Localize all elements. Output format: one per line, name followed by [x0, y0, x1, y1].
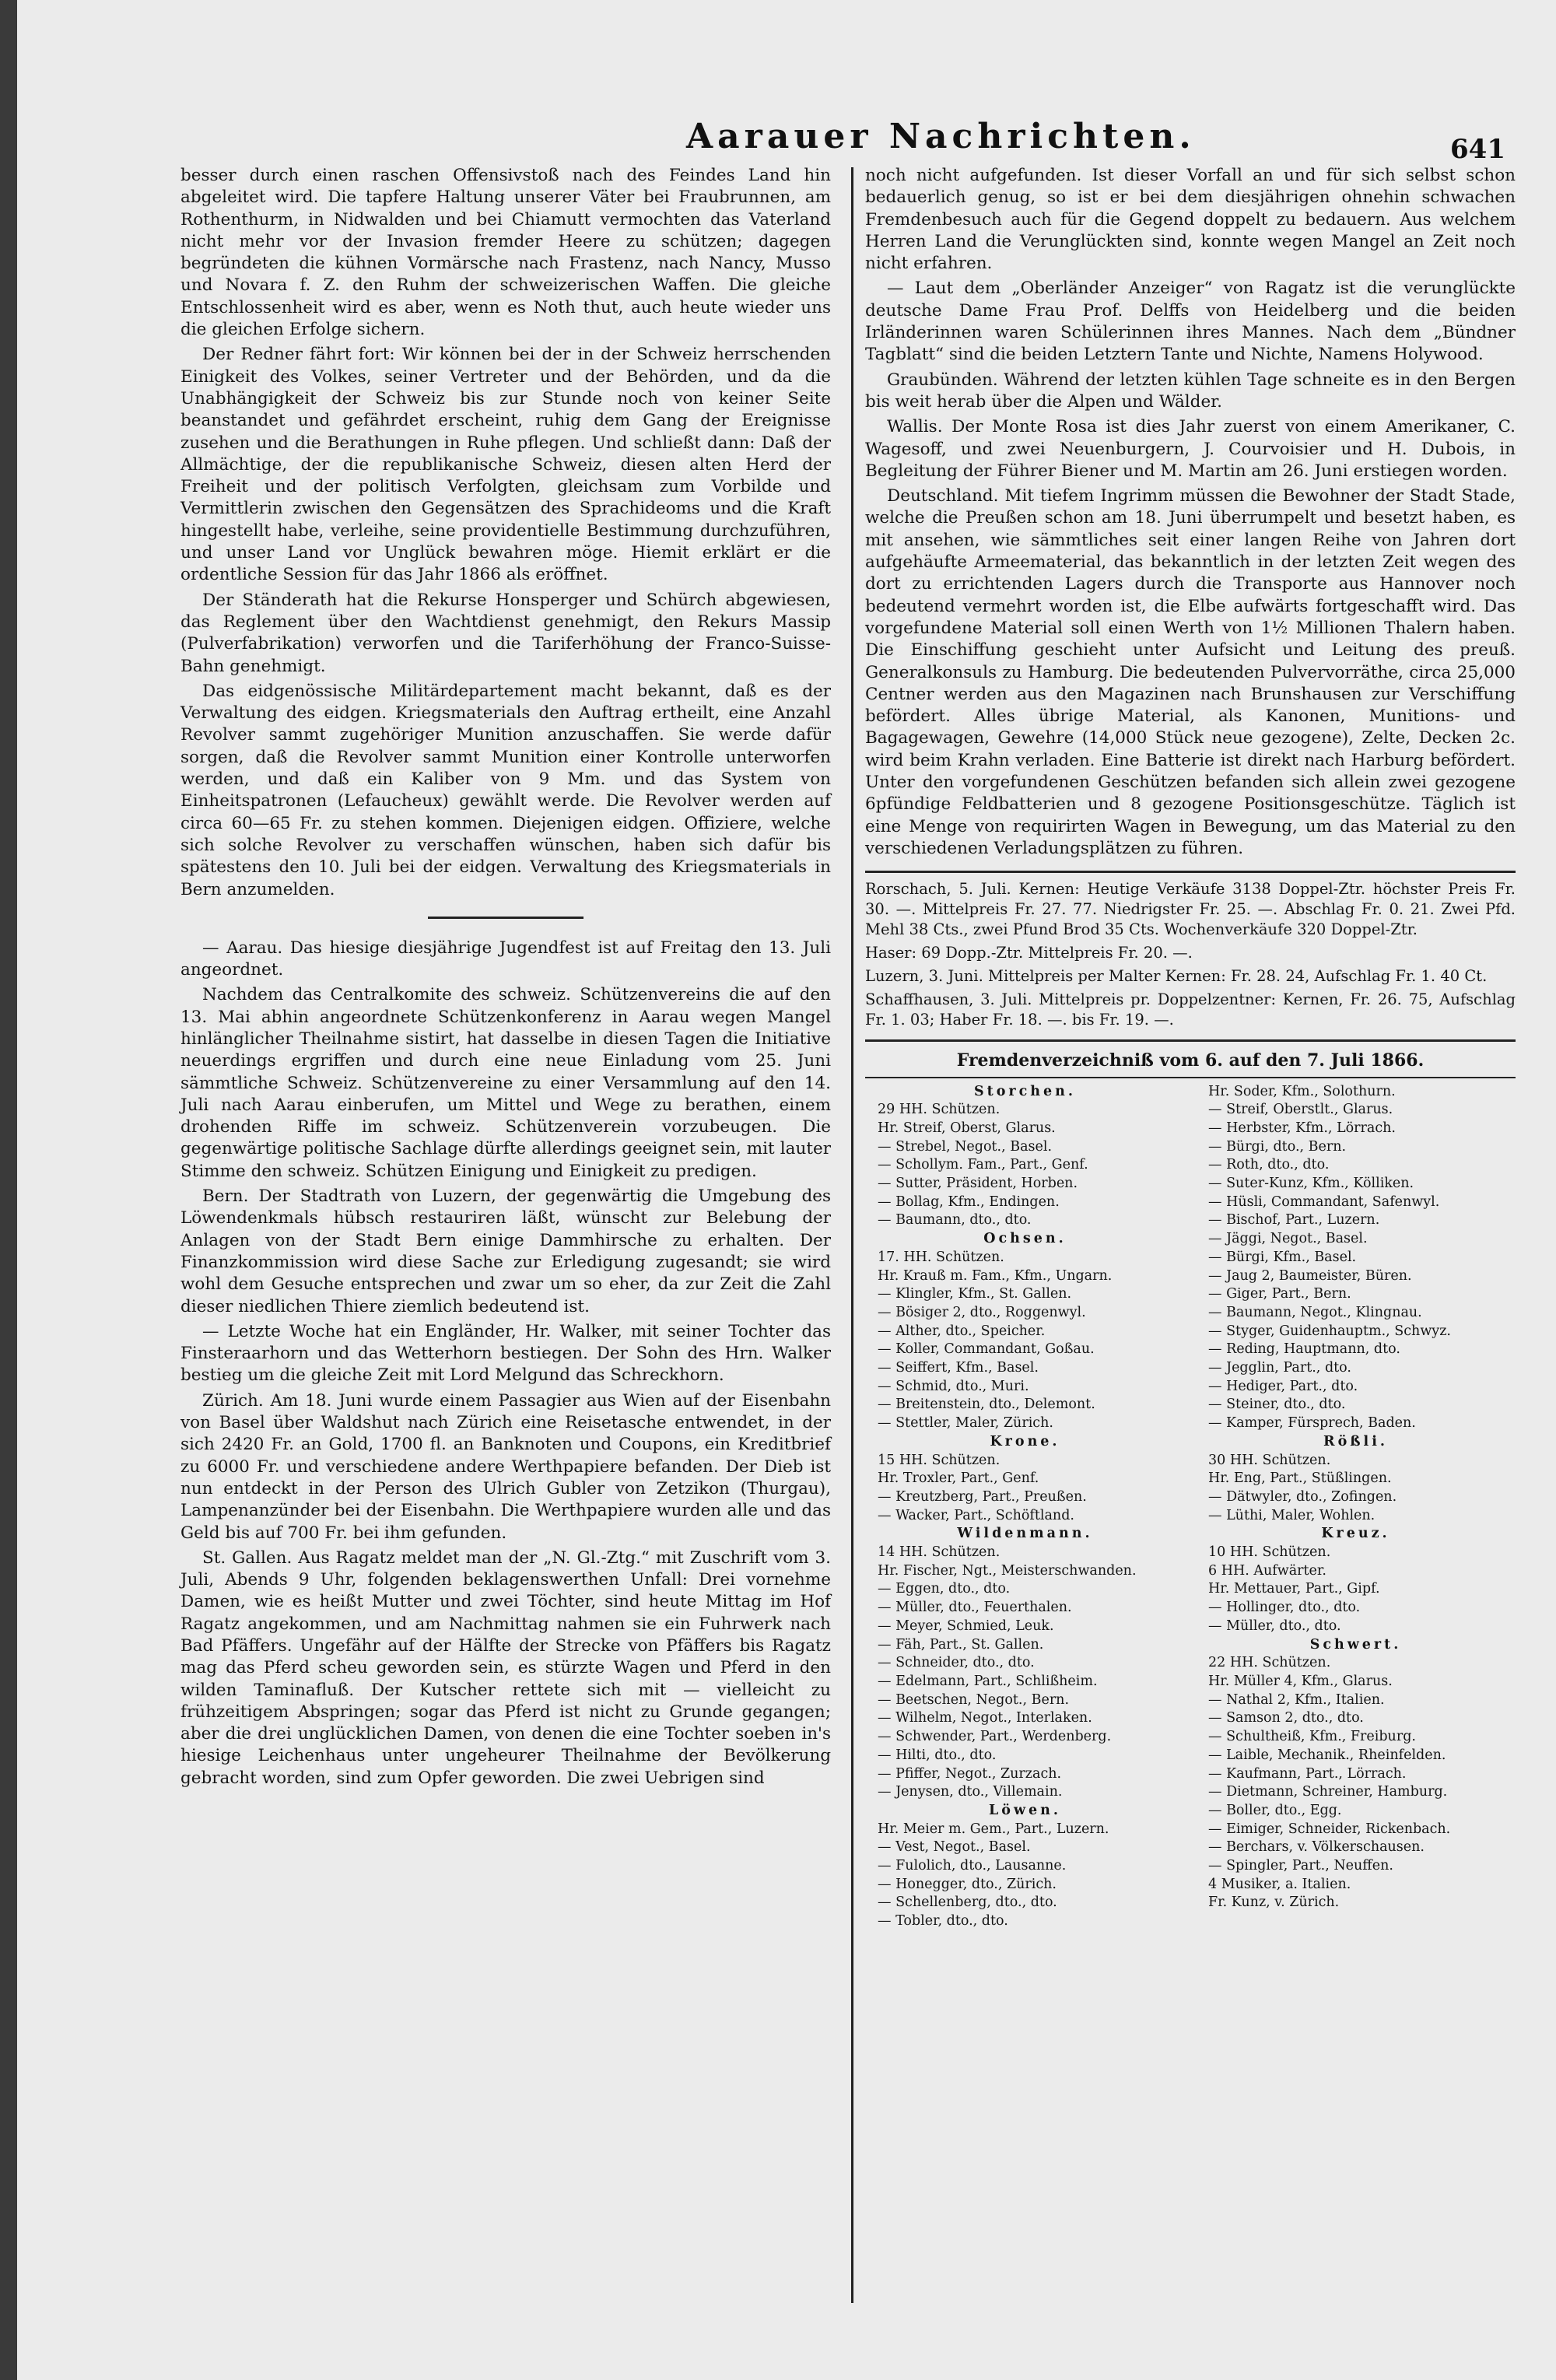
- guest-entry: — Müller, dto., dto.: [1208, 1618, 1341, 1634]
- guest-list-title: Fremdenverzeichniß vom 6. auf den 7. Juli 1866.: [865, 1050, 1516, 1078]
- section-divider: [428, 917, 584, 919]
- guest-entry: 10 HH. Schützen.: [1208, 1544, 1331, 1561]
- guest-entry: Fr. Kunz, v. Zürich.: [1208, 1895, 1340, 1911]
- market-entry: Rorschach, 5. Juli. Kernen: Heutige Verkäufe 3138 Doppel-Ztr. höchster Preis Fr. 30. —. Mittelpreis Fr. 27. 77. Niedrigster Fr. 25. —. Abschlag Fr. 0. 21. Zwei Pfd. Mehl 38 Cts., zwei Pfund Brod 35 Cts. Wochenverkäufe 320 Doppel-Ztr.: [865, 880, 1516, 939]
- guest-entry: 6 HH. Aufwärter.: [1208, 1562, 1326, 1579]
- guest-entry: 29 HH. Schützen.: [878, 1102, 1001, 1118]
- guest-entry: — Hediger, Part., dto.: [1208, 1378, 1358, 1394]
- guest-entry: — Schwender, Part., Werdenberg.: [878, 1729, 1112, 1745]
- page-number: 641: [1450, 134, 1505, 165]
- guest-entry: — Herbster, Kfm., Lörrach.: [1208, 1120, 1396, 1136]
- guest-entry: — Fäh, Part., St. Gallen.: [878, 1636, 1044, 1653]
- guest-entry: — Beetschen, Negot., Bern.: [878, 1691, 1070, 1708]
- hotel-heading: Rößli.: [1323, 1433, 1388, 1449]
- guest-entry: — Boller, dto., Egg.: [1208, 1802, 1342, 1818]
- article-paragraph: St. Gallen. Aus Ragatz meldet man der „N. Gl.-Ztg.“ mit Zuschrift vom 3. Juli, Abends 9 Uhr, folgenden beklagenswerthen Unfall: Drei vornehme Damen, wie es heißt Mutter und zwei Töchter, sind heute Mittag im Hof Ragatz angekommen, und am Nachmittag nahmen sie ein Fuhrwerk nach Bad Pfäffers. Ungefähr auf der Hälfte der Strecke von Pfäffers bis Ragatz mag das Pferd scheu geworden sein, es stürzte Wagen und Pferd in den wilden Taminafluß. Der Kutscher rettete sich mit — vielleicht zu frühzeitigem Abspringen; sogar das Pferd ist nicht zu Grunde gegangen; aber die drei unglücklichen Damen, von denen die eine Tochter soeben in's hiesige Leichenhaus unter ungeheurer Theilnahme der Bevölkerung gebracht worden, sind zum Opfer geworden. Die zwei Uebrigen sind: [180, 1548, 831, 1788]
- guest-entry: — Wacker, Part., Schöftland.: [878, 1507, 1074, 1523]
- guest-list-left: [865, 1083, 1185, 1931]
- binding-gutter: [0, 0, 17, 2380]
- guest-entry: Hr. Müller 4, Kfm., Glarus.: [1208, 1674, 1393, 1689]
- guest-entry: — Eggen, dto., dto.: [878, 1581, 1011, 1597]
- market-entry: Schaffhausen, 3. Juli. Mittelpreis pr. Doppelzentner: Kernen, Fr. 26. 75, Aufschlag Fr. 1. 03; Haber Fr. 18. —. bis Fr. 19. —.: [865, 990, 1516, 1029]
- newspaper-page: [17, 0, 1556, 2380]
- guest-entry: — Eimiger, Schneider, Rickenbach.: [1208, 1821, 1451, 1837]
- article-paragraph: Der Ständerath hat die Rekurse Honsperger und Schürch abgewiesen, das Reglement über den Wachtdienst genehmigt, den Rekurs Massip (Pulverfabrikation) verworfen und die Tariferhöhung der Franco-Suisse-Bahn genehmigt.: [180, 590, 831, 676]
- guest-entry: — Strebel, Negot., Basel.: [878, 1138, 1053, 1155]
- guest-entry: — Jaug 2, Baumeister, Büren.: [1208, 1267, 1412, 1284]
- article-paragraph: noch nicht aufgefunden. Ist dieser Vorfall an und für sich selbst schon bedauerlich genug, so ist er bei dem diesjährigen ohnehin schwachen Fremdenbesuch auch für die Gegend doppelt zu bedauern. Aus welchem Herren Land die Verunglückten sind, konnte wegen Mangel an Zeit noch nicht erfahren.: [865, 166, 1516, 274]
- guest-entry: Hr. Meier m. Gem., Part., Luzern.: [878, 1821, 1109, 1837]
- article-paragraph: besser durch einen raschen Offensivstoß nach des Feindes Land hin abgeleitet wird. Die tapfere Haltung unserer Väter bei Fraubrunnen, am Rothenthurm, in Nidwalden und bei Chiamutt vermochten das Vaterland nicht mehr vor der Invasion fremder Heere zu schützen; dagegen begründeten die kühnen Vormärsche nach Frastenz, nach Nancy, Musso und Novara f. Z. den Ruhm der schweizerischen Waffen. Die gleiche Entschlossenheit wird es aber, wenn es Noth thut, auch heute wieder uns die gleichen Erfolge sichern.: [180, 166, 831, 340]
- article-paragraph: Nachdem das Centralkomite des schweiz. Schützenvereins die auf den 13. Mai abhin angeordnete Schützenkonferenz in Aarau wegen Mangel hinlänglicher Theilnahme sistirt, hat dasselbe in diesen Tagen die Initiative neuerdings ergriffen und durch eine neue Einladung vom 25. Juni sämmtliche Schweiz. Schützenvereine zu einer Versammlung auf den 14. Juli nach Aarau einberufen, um Mittel und Wege zu berathen, einem drohenden Riffe im schweiz. Schützenverein vorzubeugen. Die gegenwärtige politische Sachlage dürfte allerdings geeignet sein, mit lauter Stimme den schweiz. Schützen Einigung und Einigkeit zu predigen.: [180, 985, 831, 1181]
- guest-entry: — Baumann, Negot., Klingnau.: [1208, 1304, 1422, 1320]
- guest-entry: — Laible, Mechanik., Rheinfelden.: [1208, 1747, 1446, 1763]
- guest-entry: — Schneider, dto., dto.: [878, 1655, 1035, 1671]
- guest-entry: 30 HH. Schützen.: [1208, 1452, 1331, 1468]
- guest-entry: — Vest, Negot., Basel.: [878, 1839, 1031, 1856]
- guest-entry: — Klingler, Kfm., St. Gallen.: [878, 1286, 1072, 1302]
- hotel-heading: Löwen.: [989, 1802, 1061, 1818]
- article-paragraph: — Letzte Woche hat ein Engländer, Hr. Walker, mit seiner Tochter das Finsteraarhorn und das Wetterhorn bestiegen. Der Sohn des Hrn. Walker bestieg um die gleiche Zeit mit Lord Melgund das Schreckhorn.: [180, 1321, 831, 1386]
- guest-entry: — Jäggi, Negot., Basel.: [1208, 1231, 1368, 1247]
- guest-entry: — Styger, Guidenhauptm., Schwyz.: [1208, 1323, 1451, 1339]
- market-entry: Haser: 69 Dopp.-Ztr. Mittelpreis Fr. 20. —.: [865, 944, 1193, 962]
- guest-entry: — Honegger, dto., Zürich.: [878, 1876, 1057, 1892]
- guest-entry: — Koller, Commandant, Goßau.: [878, 1341, 1095, 1358]
- guest-entry: — Spingler, Part., Neuffen.: [1208, 1858, 1393, 1874]
- guest-entry: — Streif, Oberstlt., Glarus.: [1208, 1102, 1393, 1118]
- guest-entry: Hr. Mettauer, Part., Gipf.: [1208, 1581, 1380, 1597]
- masthead-title: Aarauer Nachrichten.: [686, 117, 1196, 156]
- guest-entry: — Stettler, Maler, Zürich.: [878, 1415, 1053, 1432]
- guest-entry: — Edelmann, Part., Schlißheim.: [878, 1674, 1098, 1689]
- guest-entry: — Dätwyler, dto., Zofingen.: [1208, 1488, 1397, 1505]
- guest-entry: — Seiffert, Kfm., Basel.: [878, 1360, 1039, 1376]
- article-paragraph: Graubünden. Während der letzten kühlen Tage schneite es in den Bergen bis weit herab über die Alpen und Wälder.: [865, 370, 1516, 412]
- guest-entry: 4 Musiker, a. Italien.: [1208, 1876, 1351, 1892]
- hotel-heading: Schwert.: [1309, 1636, 1402, 1653]
- guest-entry: Hr. Troxler, Part., Genf.: [878, 1470, 1039, 1487]
- guest-entry: — Giger, Part., Bern.: [1208, 1286, 1351, 1302]
- guest-entry: — Lüthi, Maler, Wohlen.: [1208, 1507, 1376, 1523]
- guest-entry: Hr. Eng, Part., Stüßlingen.: [1208, 1470, 1392, 1487]
- guest-entry: — Pfiffer, Negot., Zurzach.: [878, 1765, 1062, 1782]
- guest-entry: — Bollag, Kfm., Endingen.: [878, 1194, 1060, 1210]
- market-entry: Luzern, 3. Juni. Mittelpreis per Malter Kernen: Fr. 28. 24, Aufschlag Fr. 1. 40 Ct.: [865, 967, 1488, 986]
- guest-entry: — Hollinger, dto., dto.: [1208, 1600, 1361, 1616]
- hotel-heading: Ochsen.: [983, 1231, 1067, 1247]
- guest-entry: — Samson 2, dto., dto.: [1208, 1710, 1364, 1726]
- guest-entry: — Jegglin, Part., dto.: [1208, 1360, 1351, 1376]
- hotel-heading: Storchen.: [974, 1083, 1076, 1099]
- guest-entry: — Schultheiß, Kfm., Freiburg.: [1208, 1729, 1416, 1745]
- article-paragraph: Wallis. Der Monte Rosa ist dies Jahr zuerst von einem Amerikaner, C. Wagesoff, und zwei Neuenburgern, J. Courvoisier und H. Dubois, in Begleitung der Führer Biener und M. Martin am 26. Juni erstiegen worden.: [865, 417, 1516, 481]
- left-column: [180, 165, 831, 1793]
- hotel-heading: Wildenmann.: [957, 1526, 1093, 1542]
- guest-entry: — Meyer, Schmied, Leuk.: [878, 1618, 1054, 1634]
- article-paragraph: Bern. Der Stadtrath von Luzern, der gegenwärtig die Umgebung des Löwendenkmals hübsch restauriren läßt, wünscht zur Belebung der Anlagen von der Stadt Bern einige Dammhirsche zu erhalten. Der Finanzkommission wird diese Sache zur Erledigung zugesandt; sie wird wohl dem Gesuche entsprechen und zwar um so eher, da zur Zeit die Zahl dieser niedlichen Thiere ziemlich bedeutend ist.: [180, 1186, 831, 1316]
- guest-entry: — Suter-Kunz, Kfm., Kölliken.: [1208, 1176, 1414, 1192]
- guest-list-right: [1196, 1083, 1516, 1931]
- right-column: [865, 165, 1516, 1931]
- guest-entry: — Nathal 2, Kfm., Italien.: [1208, 1691, 1385, 1708]
- guest-entry: — Bürgi, Kfm., Basel.: [1208, 1249, 1357, 1265]
- guest-entry: — Schmid, dto., Muri.: [878, 1378, 1029, 1394]
- guest-entry: — Baumann, dto., dto.: [878, 1212, 1032, 1229]
- guest-entry: — Berchars, v. Völkerschausen.: [1208, 1839, 1425, 1856]
- guest-entry: — Bürgi, dto., Bern.: [1208, 1138, 1347, 1155]
- guest-entry: Hr. Krauß m. Fam., Kfm., Ungarn.: [878, 1267, 1113, 1284]
- guest-list: [865, 1083, 1516, 1931]
- article-paragraph: Deutschland. Mit tiefem Ingrimm müssen die Bewohner der Stadt Stade, welche die Preußen schon am 18. Juni überrumpelt und besetzt haben, es mit ansehen, wie sämmtliches seit einer langen Reihe von Jahren dort aufgehäufte Armeematerial, das bekanntlich in der letzten Zeit wegen des dort zu errichtenden Lagers durch die Transporte aus Hannover noch bedeutend vermehrt worden ist, die Elbe aufwärts fortgeschafft wird. Das vorgefundene Material soll einen Werth von 1½ Millionen Thalern haben. Die Einschiffung geschieht unter Aufsicht und Leitung des preuß. Generalkonsuls zu Hamburg. Die bedeutenden Pulvervorräthe, circa 25,000 Centner werden aus den Magazinen nach Brunshausen zur Verschiffung befördert. Alles übrige Material, als Kanonen, Munitions- und Bagagewagen, Gewehre (14,000 Stück neue gezogene), Zelte, Decken 2c. wird beim Krahn verladen. Eine Batterie ist direkt nach Harburg befördert. Unter den vorgefundenen Geschützen befanden sich allein zwei gezogene 6pfündige Feldbatterien und 8 gezogene Positionsgeschütze. Täglich ist eine Menge von requirirten Wagen in Bewegung, um das Material zu den verschiedenen Verladungsplätzen zu führen.: [865, 486, 1516, 858]
- guest-entry: — Wilhelm, Negot., Interlaken.: [878, 1710, 1092, 1726]
- guest-entry: Hr. Soder, Kfm., Solothurn.: [1208, 1083, 1396, 1099]
- guest-entry: — Sutter, Präsident, Horben.: [878, 1176, 1078, 1192]
- guest-entry: — Tobler, dto., dto.: [878, 1913, 1008, 1930]
- guest-entry: — Kamper, Fürsprech, Baden.: [1208, 1415, 1416, 1432]
- market-report: [865, 871, 1516, 1042]
- hotel-heading: Kreuz.: [1321, 1526, 1390, 1542]
- guest-entry: — Alther, dto., Speicher.: [878, 1323, 1046, 1339]
- guest-entry: — Müller, dto., Feuerthalen.: [878, 1600, 1072, 1616]
- guest-entry: — Schollym. Fam., Part., Genf.: [878, 1157, 1088, 1173]
- guest-entry: 14 HH. Schützen.: [878, 1544, 1001, 1561]
- article-paragraph: Das eidgenössische Militärdepartement macht bekannt, daß es der Verwaltung des eidgen. Kriegsmaterials den Auftrag ertheilt, eine Anzahl Revolver sammt zugehöriger Munition anzuschaffen. Sie werde dafür sorgen, daß die Revolver sammt Munition einer Kontrolle unterworfen werden, und daß ein Kaliber von 9 Mm. und das System von Einheitspatronen (Lefaucheux) gewählt werde. Die Revolver werden auf circa 60—65 Fr. zu stehen kommen. Diejenigen eidgen. Offiziere, welche sich solche Revolver zu verschaffen wünschen, haben sich dafür bis spätestens den 10. Juli bei der eidgen. Verwaltung des Kriegsmaterials in Bern anzumelden.: [180, 681, 831, 899]
- guest-entry: — Bischof, Part., Luzern.: [1208, 1212, 1380, 1229]
- guest-entry: Hr. Fischer, Ngt., Meisterschwanden.: [878, 1562, 1137, 1579]
- guest-entry: — Kreutzberg, Part., Preußen.: [878, 1488, 1087, 1505]
- guest-entry: — Hüsli, Commandant, Safenwyl.: [1208, 1194, 1440, 1210]
- guest-entry: Hr. Streif, Oberst, Glarus.: [878, 1120, 1056, 1136]
- article-paragraph: — Aarau. Das hiesige diesjährige Jugendfest ist auf Freitag den 13. Juli angeordnet.: [180, 938, 831, 980]
- guest-entry: 17. HH. Schützen.: [878, 1249, 1004, 1265]
- guest-entry: — Hilti, dto., dto.: [878, 1747, 997, 1763]
- column-divider: [851, 167, 853, 2303]
- guest-entry: — Roth, dto., dto.: [1208, 1157, 1330, 1173]
- article-paragraph: Der Redner fährt fort: Wir können bei der in der Schweiz herrschenden Einigkeit des Volkes, seiner Vertreter und der Behörden, und da die Unabhängigkeit der Schweiz bis zur Stunde noch von keiner Seite beanstandet und gefährdet erscheint, ruhig dem Gang der Ereignisse zusehen und die Berathungen in Ruhe pflegen. Und schließt dann: Daß der Allmächtige, der die republikanische Schweiz, diesen alten Herd der Freiheit und der politisch Verfolgten, gleichsam zum Vorbilde und Vermittlerin zwischen den Gegensätzen des Sprachideoms und die Kraft hingestellt habe, verleihe, seine providentielle Bestimmung durchzuführen, und unser Land vor Unglück bewahren möge. Hiemit erklärt er die ordentliche Session für das Jahr 1866 als eröffnet.: [180, 345, 831, 585]
- article-paragraph: — Laut dem „Oberländer Anzeiger“ von Ragatz ist die verunglückte deutsche Dame Frau Prof. Delffs von Heidelberg und die beiden Irländerinnen waren Schülerinnen ihres Mannes. Nach dem „Bündner Tagblatt“ sind die beiden Letztern Tante und Nichte, Namens Holywood.: [865, 279, 1516, 365]
- guest-entry: — Schellenberg, dto., dto.: [878, 1895, 1057, 1911]
- guest-entry: — Dietmann, Schreiner, Hamburg.: [1208, 1784, 1448, 1800]
- guest-entry: — Breitenstein, dto., Delemont.: [878, 1397, 1095, 1413]
- guest-entry: — Reding, Hauptmann, dto.: [1208, 1341, 1400, 1358]
- guest-entry: — Jenysen, dto., Villemain.: [878, 1784, 1063, 1800]
- guest-entry: — Bösiger 2, dto., Roggenwyl.: [878, 1304, 1086, 1320]
- guest-entry: — Steiner, dto., dto.: [1208, 1397, 1346, 1413]
- article-paragraph: Zürich. Am 18. Juni wurde einem Passagier aus Wien auf der Eisenbahn von Basel über Waldshut nach Zürich eine Reisetasche entwendet, in der sich 2420 Fr. an Gold, 1700 fl. an Banknoten und Coupons, ein Kreditbrief zu 6000 Fr. und verschiedene andere Werthpapiere befanden. Der Dieb ist nun entdeckt in der Person des Ulrich Gubler von Zetzikon (Thurgau), Lampenanzünder bei der Eisenbahn. Die Werthpapiere wurden alle und das Geld bis auf 700 Fr. bei ihm gefunden.: [180, 1390, 831, 1543]
- guest-entry: — Fulolich, dto., Lausanne.: [878, 1858, 1067, 1874]
- guest-entry: — Kaufmann, Part., Lörrach.: [1208, 1765, 1407, 1782]
- guest-entry: 22 HH. Schützen.: [1208, 1655, 1331, 1671]
- guest-entry: 15 HH. Schützen.: [878, 1452, 1001, 1468]
- hotel-heading: Krone.: [990, 1433, 1060, 1449]
